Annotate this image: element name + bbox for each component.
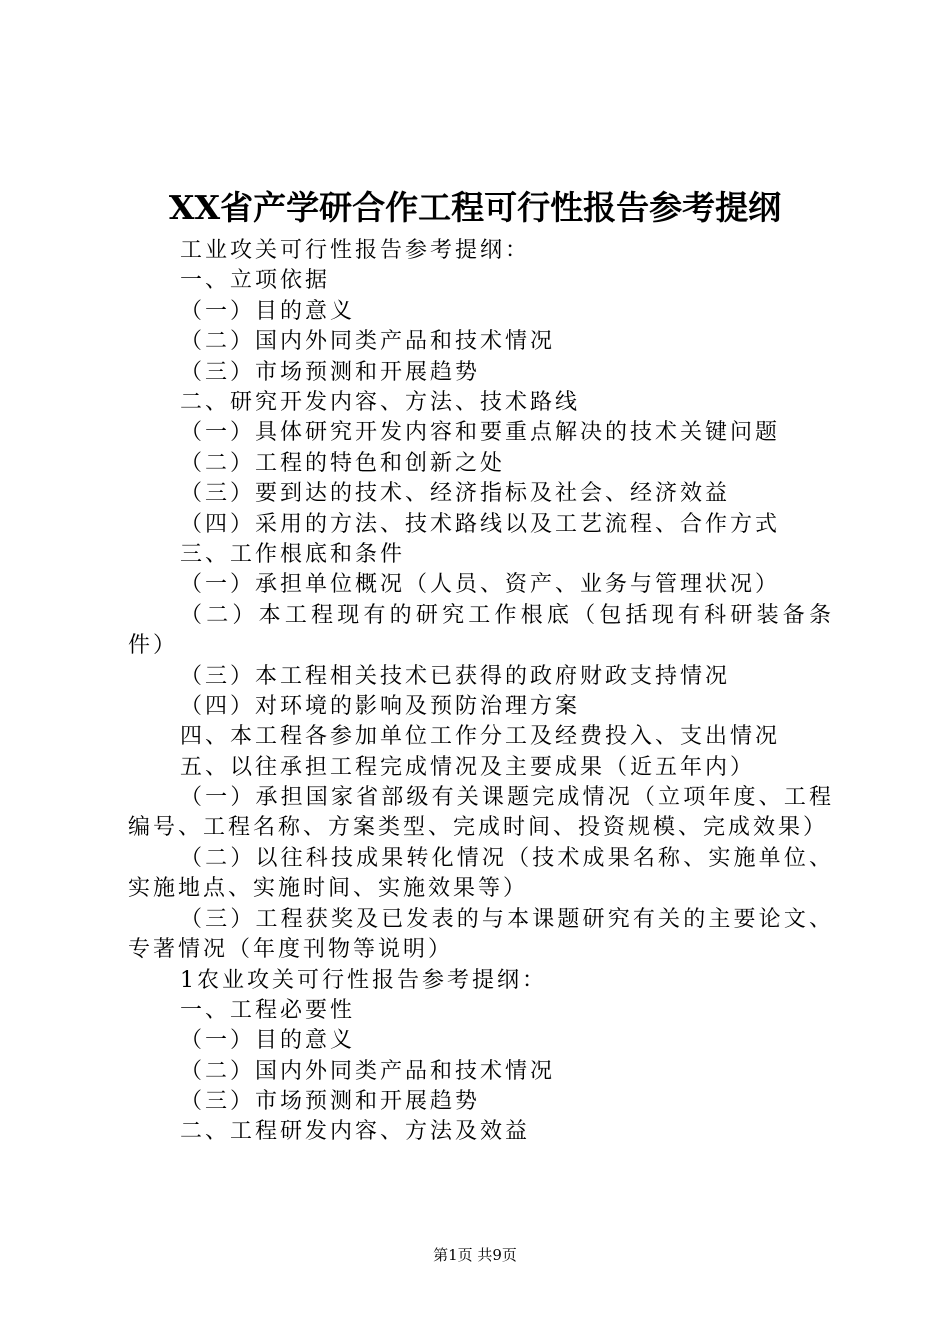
document-title: XX省产学研合作工程可行性报告参考提纲 [168,188,782,227]
outline-item: （二）本工程现有的研究工作根底（包括现有科研装备条件） [128,602,834,659]
outline-item: 一、工程必要性 [180,997,356,1023]
outline-item: （三）市场预测和开展趋势 [180,359,481,385]
outline-item: （二）工程的特色和创新之处 [180,450,506,476]
outline-item: （四）对环境的影响及预防治理方案 [180,693,581,719]
outline-item: （一）承担单位概况（人员、资产、业务与管理状况） [180,572,781,598]
outline-item: （一）具体研究开发内容和要重点解决的技术关键问题 [180,420,781,446]
outline-item: 四、本工程各参加单位工作分工及经费投入、支出情况 [180,724,781,750]
outline-item: 一、立项依据 [180,268,331,294]
outline-item: （一）承担国家省部级有关课题完成情况（立项年度、工程编号、工程名称、方案类型、完成时间、投资规模、完成效果） [128,785,834,841]
outline-item: （二）以往科技成果转化情况（技术成果名称、实施单位、实施地点、实施时间、实施效果等） [128,845,834,902]
section-heading: 1农业攻关可行性报告参考提纲： [180,967,547,993]
outline-item: 五、以往承担工程完成情况及主要成果（近五年内） [180,754,756,780]
outline-item: （三）要到达的技术、经济指标及社会、经济效益 [180,481,731,507]
outline-item: （三）市场预测和开展趋势 [180,1089,481,1115]
outline-item: （二）国内外同类产品和技术情况 [180,1058,556,1084]
page-number-footer: 第1页 共9页 [433,1246,517,1264]
document-body [128,236,834,1148]
outline-item: 三、工作根底和条件 [180,541,406,567]
outline-item: （一）目的意义 [180,1028,356,1054]
outline-item: （二）国内外同类产品和技术情况 [180,329,556,355]
outline-item: （一）目的意义 [180,298,356,324]
section-heading: 工业攻关可行性报告参考提纲： [180,238,531,263]
outline-item: （四）采用的方法、技术路线以及工艺流程、合作方式 [180,511,781,537]
outline-item: （三）本工程相关技术已获得的政府财政支持情况 [180,663,731,689]
outline-item: 二、研究开发内容、方法、技术路线 [180,389,581,415]
outline-item: （三）工程获奖及已发表的与本课题研究有关的主要论文、专著情况（年度刊物等说明） [128,906,834,963]
outline-item: 二、工程研发内容、方法及效益 [180,1119,531,1145]
